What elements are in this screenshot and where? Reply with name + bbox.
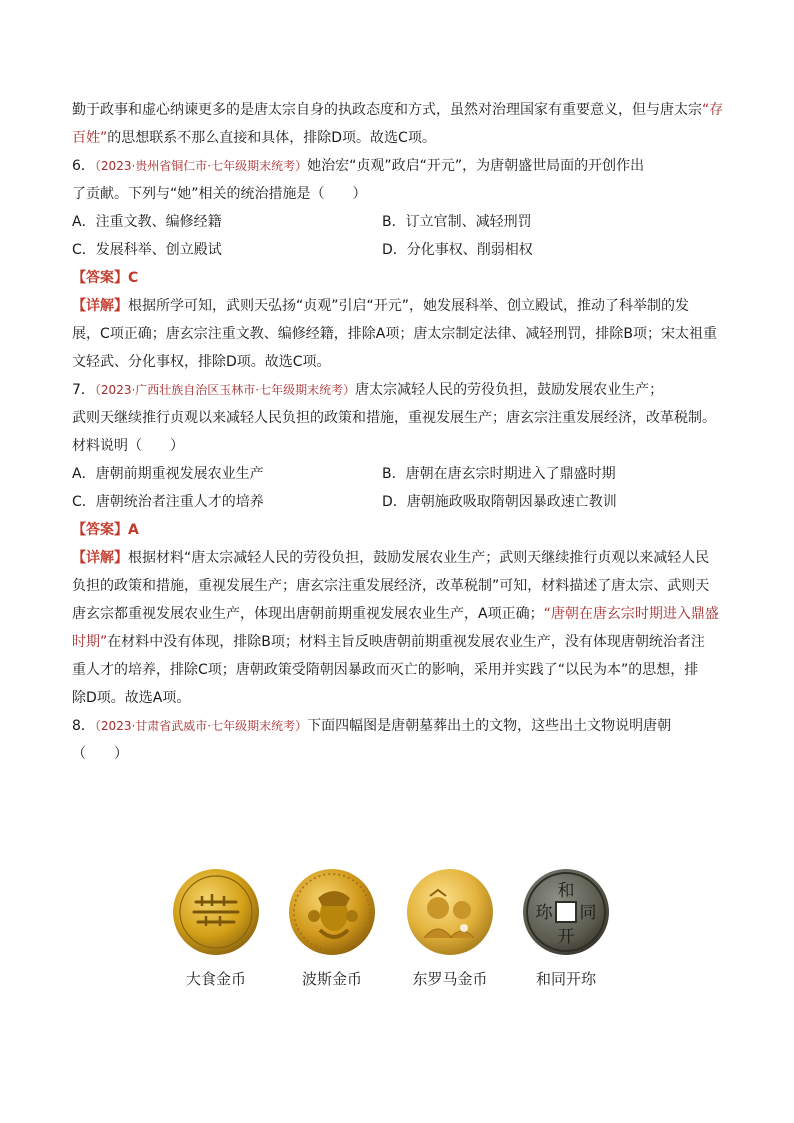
carryover-red-text: 百姓”: [72, 130, 108, 146]
options-row: [72, 460, 722, 488]
detail-text: 根据所学可知，武则天弘扬“贞观”引启“开元”，她发展科举、创立殿试，推动了科举制的发: [128, 298, 690, 314]
detail-text: 重人才的培养，排除C项；唐朝政策受隋朝因暴政而灭亡的影响，采用并实践了“以民为本”的思想，排: [72, 662, 699, 678]
option-b: B．订立官制、减轻刑罚: [382, 214, 532, 230]
detail-text: 负担的政策和措施，重视发展生产；唐玄宗注重发展经济，改革税制”可知，材料描述了唐太宗、武则天: [72, 578, 710, 594]
coin-label-byzantine: 东罗马金币: [412, 970, 488, 988]
question-source: （2023·贵州省铜仁市·七年级期末统考）: [94, 159, 308, 173]
detail-line: [72, 292, 722, 320]
detail-line: [72, 628, 722, 656]
question-number: 6．: [72, 158, 95, 174]
detail-text: 在材料中没有体现，排除B项；材料主旨反映唐朝前期重视发展农业生产，没有体现唐朝统治者注: [107, 634, 705, 650]
option-d: D．分化事权、削弱相权: [382, 242, 533, 258]
coin-glyph-right: 同: [579, 903, 597, 923]
question-text: 唐太宗减轻人民的劳役负担，鼓励发展农业生产；: [355, 382, 664, 398]
question-8-stem: [72, 712, 722, 740]
detail-text: 根据材料“唐太宗减轻人民的劳役负担，鼓励发展农业生产；武则天继续推行贞观以来减轻人民: [128, 550, 710, 566]
option-c: C．唐朝统治者注重人才的培养: [72, 494, 264, 510]
detail-text: 除D项。故选A项。: [72, 690, 191, 706]
option-b: B．唐朝在唐玄宗时期进入了鼎盛时期: [382, 466, 616, 482]
coin-glyph-bottom: 开: [557, 927, 575, 947]
question-number: 7．: [72, 382, 95, 398]
question-7-stem: [72, 376, 722, 404]
coin-label-kaigen: 和同开珎: [535, 970, 596, 988]
carryover-red-text: “存: [702, 102, 724, 118]
persian-gold-coin-icon: [288, 868, 376, 956]
question-text: 下面四幅图是唐朝墓葬出土的文物，这些出土文物说明唐朝: [307, 718, 672, 734]
coin-label-dinar: 大食金币: [185, 970, 246, 988]
question-text: 她治宏“贞观”政启“开元”，为唐朝盛世局面的开创作出: [307, 158, 645, 174]
coin-label-persian: 波斯金币: [301, 970, 362, 988]
question-source: （2023·甘肃省武威市·七年级期末统考）: [94, 719, 308, 733]
detail-line: [72, 600, 722, 628]
answer-tag: 【答案】: [72, 522, 128, 538]
options-row: [72, 208, 722, 236]
byzantine-gold-solidus-icon: [406, 868, 494, 956]
options-row: [72, 488, 722, 516]
answer-line: [72, 516, 722, 544]
answer-value: A: [128, 522, 139, 538]
option-c: C．发展科举、创立殿试: [72, 242, 222, 258]
carryover-text: 的思想联系不那么直接和具体，排除D项。故选C项。: [107, 130, 436, 146]
detail-red-text: “唐朝在唐玄宗时期进入鼎盛: [543, 606, 719, 622]
answer-value: C: [128, 270, 139, 286]
answer-tag: 【答案】: [72, 270, 128, 286]
detail-line: [72, 544, 722, 572]
option-d: D．唐朝施政吸取隋朝因暴政速亡教训: [382, 494, 617, 510]
question-text: 材料说明（ ）: [72, 438, 184, 454]
coin-glyph-left: 珎: [535, 903, 553, 923]
detail-text: 展，C项正确；唐玄宗注重文教、编修经籍，排除A项；唐太宗制定法律、减轻刑罚，排除B项；宋太祖重: [72, 326, 717, 342]
detail-red-text: 时期”: [72, 634, 108, 650]
arabic-gold-dinar-icon: [172, 868, 260, 956]
carryover-text: 勤于政事和虚心纳谏更多的是唐太宗自身的执政态度和方式，虽然对治理国家有重要意义，但与唐太宗: [72, 102, 702, 118]
question-text: （ ）: [72, 746, 128, 762]
question-text: 武则天继续推行贞观以来减轻人民负担的政策和措施，重视发展生产；唐玄宗注重发展经济，改革税制。: [72, 410, 716, 426]
option-a: A．唐朝前期重视发展农业生产: [72, 466, 264, 482]
options-row: [72, 236, 722, 264]
detail-tag: 【详解】: [72, 550, 128, 566]
bronze-square-hole-coin-icon: [522, 868, 610, 956]
carryover-line-1: [72, 96, 722, 124]
detail-tag: 【详解】: [72, 298, 128, 314]
document-body: [72, 96, 722, 768]
question-6-stem: [72, 152, 722, 180]
option-a: A．注重文教、编修经籍: [72, 214, 222, 230]
coin-glyph-top: 和: [557, 881, 575, 901]
question-text: 了贡献。下列与“她”相关的统治措施是（ ）: [72, 186, 367, 202]
detail-text: 唐玄宗都重视发展农业生产，体现出唐朝前期重视发展农业生产，A项正确；: [72, 606, 544, 622]
question-number: 8．: [72, 718, 95, 734]
question-source: （2023·广西壮族自治区玉林市·七年级期末统考）: [94, 383, 356, 397]
answer-line: [72, 264, 722, 292]
detail-text: 文轻武、分化事权，排除D项。故选C项。: [72, 354, 331, 370]
coin-figure: [0, 864, 794, 1004]
carryover-line-2: [72, 124, 722, 152]
